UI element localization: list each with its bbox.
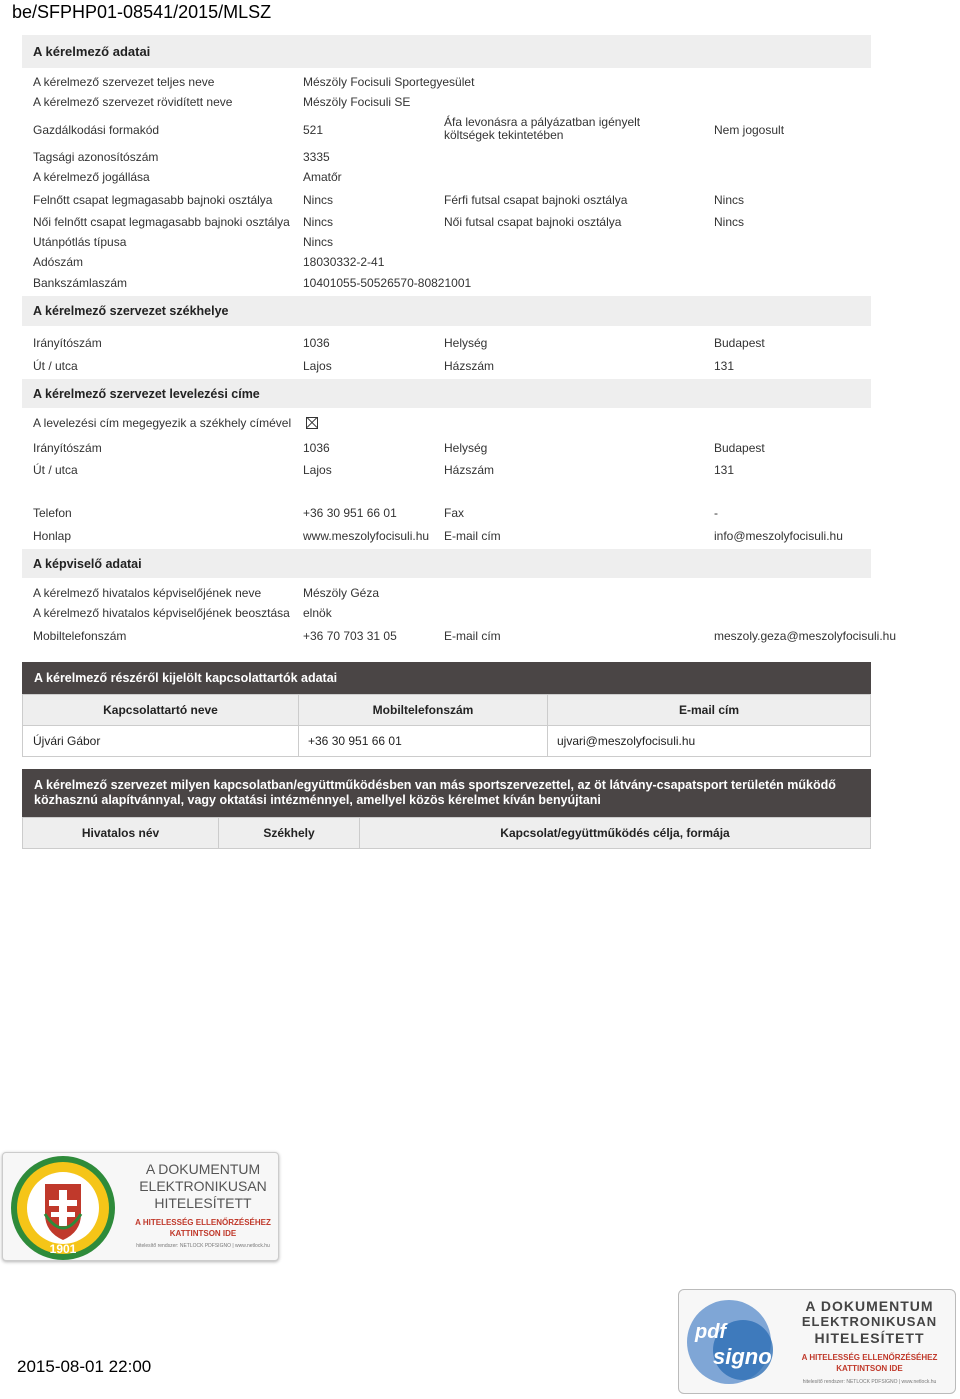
contacts-header-mobile: Mobiltelefonszám	[299, 695, 548, 726]
adult-league-label: Felnőtt csapat legmagasabb bajnoki osztálya	[33, 193, 273, 207]
seat-street-value: Lajos	[303, 359, 332, 373]
seat-zip-label: Irányítószám	[33, 336, 102, 350]
form-code-value: 521	[303, 123, 324, 137]
seat-city-label: Helység	[444, 336, 488, 350]
badge1-line3: HITELESÍTETT	[154, 1195, 252, 1211]
men-futsal-value: Nincs	[714, 193, 745, 207]
seat-street-label: Út / utca	[33, 359, 78, 373]
full-name-value: Mészöly Focisuli Sportegyesület	[303, 75, 475, 89]
membership-id-value: 3335	[303, 150, 330, 164]
rep-position-value: elnök	[303, 606, 332, 620]
women-futsal-value: Nincs	[714, 215, 745, 229]
phone-label: Telefon	[33, 506, 72, 520]
partners-table-title: A kérelmező szervezet milyen kapcsolatban/együttműködésben van más sportszervezettel, az öt látvány-csapatsport területén működő közhasznú alapítvánnyal, vagy oktatási intézménnyel, amellyel közös kérelmet kíván benyújtani	[22, 769, 871, 817]
mailing-zip-value: 1036	[303, 441, 330, 455]
pdfsigno-authentication-badge[interactable]	[678, 1289, 956, 1394]
section-representative-title: A képviselő adatai	[22, 549, 871, 578]
bank-account-value: 10401055-50526570-80821001	[303, 276, 472, 290]
contact-name-cell: Újvári Gábor	[23, 726, 299, 757]
mlsz-authentication-badge[interactable]	[2, 1152, 279, 1261]
mlsz-seal-icon	[5, 1154, 125, 1262]
mailing-house-value: 131	[714, 463, 735, 477]
short-name-label: A kérelmező szervezet rövidített neve	[33, 95, 233, 109]
legal-status-value: Amatőr	[303, 170, 342, 184]
partners-header-purpose: Kapcsolat/együttműködés célja, formája	[360, 818, 871, 849]
badge1-line4: A HITELESSÉG ELLENŐRZÉSÉHEZ	[135, 1218, 271, 1227]
rep-mobile-label: Mobiltelefonszám	[33, 629, 127, 643]
fax-value: -	[714, 506, 718, 520]
footer-timestamp: 2015-08-01 22:00	[17, 1357, 152, 1376]
seat-city-value: Budapest	[714, 336, 765, 350]
mailing-street-label: Út / utca	[33, 463, 78, 477]
mailing-house-label: Házszám	[444, 463, 495, 477]
contacts-header-email: E-mail cím	[548, 695, 871, 726]
rep-email-label: E-mail cím	[444, 629, 501, 643]
mailing-same-label: A levelezési cím megegyezik a székhely címével	[33, 416, 292, 430]
badge2-line2: ELEKTRONIKUSAN	[801, 1314, 938, 1329]
section-mailing-title: A kérelmező szervezet levelezési címe	[22, 379, 871, 408]
partners-header-seat: Székhely	[219, 818, 360, 849]
vat-label: Áfa levonásra a pályázatban igényelt költségek tekintetében	[444, 115, 641, 142]
adult-league-value: Nincs	[303, 193, 334, 207]
tax-number-label: Adószám	[33, 255, 84, 269]
contact-email-cell: ujvari@meszolyfocisuli.hu	[548, 726, 871, 757]
contacts-table	[22, 694, 871, 757]
partners-table	[22, 817, 871, 849]
mailing-street-value: Lajos	[303, 463, 332, 477]
contact-mobile-cell: +36 30 951 66 01	[299, 726, 548, 757]
svg-text:pdf: pdf	[695, 1321, 727, 1343]
badge1-line2: ELEKTRONIKUSAN	[139, 1178, 267, 1194]
badge2-line1: A DOKUMENTUM	[805, 1298, 934, 1314]
membership-id-label: Tagsági azonosítószám	[33, 150, 159, 164]
table-row	[23, 726, 871, 757]
contacts-table-title: A kérelmező részéről kijelölt kapcsolattartók adatai	[22, 662, 871, 694]
full-name-label: A kérelmező szervezet teljes neve	[33, 75, 215, 89]
pdfsigno-logo-icon	[683, 1294, 783, 1386]
badge1-line5: KATTINTSON IDE	[169, 1229, 237, 1238]
mailing-city-label: Helység	[444, 441, 488, 455]
women-futsal-label: Női futsal csapat bajnoki osztálya	[444, 215, 622, 229]
mailing-zip-label: Irányítószám	[33, 441, 102, 455]
section-seat-title: A kérelmező szervezet székhelye	[22, 296, 871, 326]
bank-account-label: Bankszámlaszám	[33, 276, 128, 290]
vat-value: Nem jogosult	[714, 123, 785, 137]
website-label: Honlap	[33, 529, 72, 543]
youth-type-value: Nincs	[303, 235, 334, 249]
badge1-footer: hitelesítő rendszer: NETLOCK PDFSIGNO | www.netlock.hu	[136, 1243, 270, 1249]
rep-mobile-value: +36 70 703 31 05	[303, 629, 397, 643]
badge2-line3: HITELESÍTETT	[814, 1330, 925, 1346]
seat-house-value: 131	[714, 359, 735, 373]
men-futsal-label: Férfi futsal csapat bajnoki osztálya	[444, 193, 628, 207]
contacts-header-name: Kapcsolattartó neve	[23, 695, 299, 726]
women-adult-label: Női felnőtt csapat legmagasabb bajnoki osztálya	[33, 215, 290, 229]
svg-text:1901: 1901	[49, 1242, 77, 1256]
rep-position-label: A kérelmező hivatalos képviselőjének beosztása	[33, 606, 290, 620]
fax-label: Fax	[444, 506, 465, 520]
youth-type-label: Utánpótlás típusa	[33, 235, 127, 249]
tax-number-value: 18030332-2-41	[303, 255, 385, 269]
seat-zip-value: 1036	[303, 336, 330, 350]
seat-house-label: Házszám	[444, 359, 495, 373]
website-value[interactable]: www.meszolyfocisuli.hu	[303, 529, 430, 543]
rep-name-value: Mészöly Géza	[303, 586, 380, 600]
partners-header-name: Hivatalos név	[23, 818, 219, 849]
form-code-label: Gazdálkodási formakód	[33, 123, 160, 137]
section-applicant-title: A kérelmező adatai	[22, 35, 871, 68]
email-label: E-mail cím	[444, 529, 501, 543]
women-adult-value: Nincs	[303, 215, 334, 229]
mailing-same-checkbox[interactable]	[306, 417, 318, 429]
badge1-line1: A DOKUMENTUM	[145, 1161, 261, 1177]
badge2-footer: hitelesítő rendszer: NETLOCK PDFSIGNO | www.netlock.hu	[802, 1379, 937, 1385]
document-id: be/SFPHP01-08541/2015/MLSZ	[12, 2, 272, 22]
svg-text:signo: signo	[713, 1344, 772, 1369]
short-name-value: Mészöly Focisuli SE	[303, 95, 411, 109]
badge2-line4: A HITELESSÉG ELLENŐRZÉSÉHEZ	[801, 1353, 938, 1362]
email-value[interactable]: info@meszolyfocisuli.hu	[714, 529, 843, 543]
legal-status-label: A kérelmező jogállása	[33, 170, 150, 184]
rep-email-value[interactable]: meszoly.geza@meszolyfocisuli.hu	[714, 629, 897, 643]
badge2-line5: KATTINTSON IDE	[836, 1364, 903, 1373]
mailing-city-value: Budapest	[714, 441, 765, 455]
rep-name-label: A kérelmező hivatalos képviselőjének neve	[33, 586, 262, 600]
phone-value: +36 30 951 66 01	[303, 506, 397, 520]
